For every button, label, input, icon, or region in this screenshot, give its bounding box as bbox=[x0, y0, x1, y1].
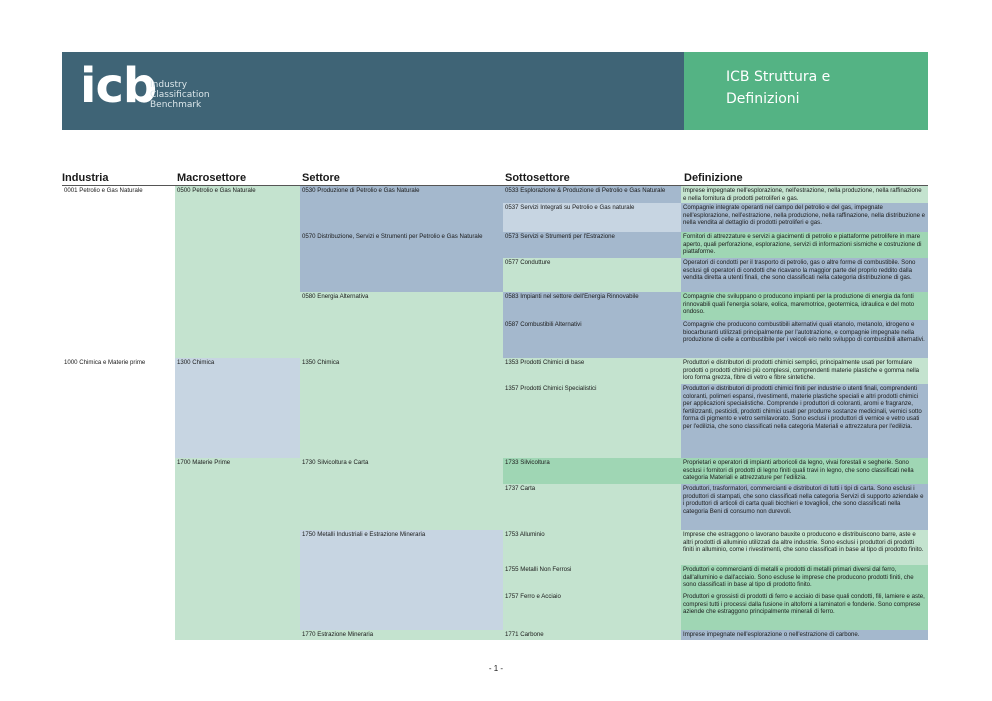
sector-cell: 0580 Energia Alternativa bbox=[300, 292, 503, 358]
macrosector-cell: 1300 Chimica bbox=[175, 358, 300, 458]
definition-cell: Proprietari e operatori di impianti arboricoli da legno, vivai forestali e segherie. Sono esclusi i fornitori di prodotti di legno finiti quali travi in legno, che sono classificati nella categoria Materiali e attrezzature per l'edilizia. bbox=[681, 458, 928, 484]
document-title-line: ICB Struttura e bbox=[726, 69, 831, 85]
icb-logo: icb bbox=[80, 58, 157, 114]
definition-cell: Produttori, trasformatori, commercianti e distributori di tutti i tipi di carta. Sono esclusi i produttori di stampati, che sono classificati nella categoria Servizi di supporto aziendale e i produttori di articoli di carta quali bicchieri e tovaglioli, che sono classificati nella categoria Beni di consumo non durevoli. bbox=[681, 484, 928, 530]
subsector-cell: 1737 Carta bbox=[503, 484, 681, 530]
definition-cell: Operatori di condotti per il trasporto di petrolio, gas o altre forme di combustibile. Sono esclusi gli operatori di condotti che ricavano la maggior parte del proprio reddito dalla vendita diretta a utenti finali, che sono classificati nella categoria distribuzione di gas. bbox=[681, 258, 928, 292]
subsector-cell: 0583 Impianti nel settore dell'Energia Rinnovabile bbox=[503, 292, 681, 320]
definition-cell: Imprese che estraggono o lavorano bauxite o producono e distribuiscono barre, aste e altri prodotti di alluminio utilizzati da altre industrie. Sono esclusi i produttori di prodotti finiti in alluminio, come i rivestimenti, che sono classificati in base al tipo di prodotto finito. bbox=[681, 530, 928, 565]
document-title bbox=[726, 66, 830, 110]
definition-cell: Produttori e distributori di prodotti chimici finiti per industrie o utenti finali, comprendenti coloranti, polimeri espansi, rivestimenti, materie plastiche speciali e altri prodotti chimici per applicazioni specialistiche. Comprende i produttori di coloranti, aromi e fragranze, fertilizzanti, pesticidi, prodotti chimici usati per produrre sostanze medicinali, vernici sotto forma di pigmento e vetro semilavorato. Sono esclusi i produttori di vernice e vetro usati per l'edilizia, che sono classificati nella categoria Materiali e attrezzatura per l'edilizia. bbox=[681, 384, 928, 458]
banner-title-panel bbox=[684, 52, 928, 130]
subsector-cell: 0533 Esplorazione & Produzione di Petrolio e Gas Naturale bbox=[503, 186, 681, 203]
definition-cell: Compagnie che producono combustibili alternativi quali etanolo, metanolo, idrogeno e biocarburanti utilizzati principalmente per l'autotrazione, e compagnie impegnate nella produzione di celle a combustibile per i veicoli e/o nello sviluppo di combustibili alternativi. bbox=[681, 320, 928, 358]
definition-cell: Compagnie integrate operanti nel campo del petrolio e del gas, impegnate nell'esplorazione, nell'estrazione, nella produzione, nella raffinazione, nella distribuzione e nella vendita al dettaglio di prodotti petroliferi e gas. bbox=[681, 203, 928, 232]
logo-sub-line: Classification bbox=[150, 90, 210, 100]
document-title-line: Definizioni bbox=[726, 91, 800, 107]
subsector-cell: 1753 Alluminio bbox=[503, 530, 681, 565]
macrosector-cell: 0500 Petrolio e Gas Naturale bbox=[175, 186, 300, 358]
subsector-cell: 1733 Silvicoltura bbox=[503, 458, 681, 484]
subsector-cell: 1357 Prodotti Chimici Specialistici bbox=[503, 384, 681, 458]
definition-cell: Produttori e grossisti di prodotti di ferro e acciaio di base quali condotti, fili, lamiere e aste, compresi tutti i processi dalla fusione in altoforni a laminatori e fonderie. Sono comprese aziende che estraggono principalmente minerali di ferro. bbox=[681, 592, 928, 630]
banner-logo-panel bbox=[62, 52, 684, 130]
header-definizione: Definizione bbox=[684, 172, 743, 184]
subsector-cell: 0573 Servizi e Strumenti per l'Estrazione bbox=[503, 232, 681, 258]
sector-cell: 0570 Distribuzione, Servizi e Strumenti per Petrolio e Gas Naturale bbox=[300, 232, 503, 292]
definition-cell: Imprese impegnate nell'esplorazione, nell'estrazione, nella produzione, nella raffinazione e nella fornitura di prodotti petroliferi e gas. bbox=[681, 186, 928, 203]
industry-cell: 0001 Petrolio e Gas Naturale bbox=[64, 187, 143, 194]
definition-cell: Fornitori di attrezzature e servizi a giacimenti di petrolio e piattaforme petrolifere in mare aperto, quali perforazione, esplorazione, servizi di informazioni sismiche e costruzione di piattaforme. bbox=[681, 232, 928, 258]
subsector-cell: 1353 Prodotti Chimici di base bbox=[503, 358, 681, 384]
icb-logo-subtitle bbox=[150, 80, 210, 110]
definition-cell: Imprese impegnate nell'esplorazione o nell'estrazione di carbone. bbox=[681, 630, 928, 640]
header-sottosettore: Sottosettore bbox=[505, 172, 570, 184]
logo-sub-line: Benchmark bbox=[150, 100, 202, 110]
macrosector-cell: 1700 Materie Prime bbox=[175, 458, 300, 640]
sector-cell: 1770 Estrazione Mineraria bbox=[300, 630, 503, 640]
subsector-cell: 0577 Condutture bbox=[503, 258, 681, 292]
subsector-cell: 1771 Carbone bbox=[503, 630, 681, 640]
subsector-cell: 1757 Ferro e Acciaio bbox=[503, 592, 681, 630]
sector-cell: 1750 Metalli Industriali e Estrazione Mineraria bbox=[300, 530, 503, 630]
header-macrosettore: Macrosettore bbox=[177, 172, 247, 184]
page-number: - 1 - bbox=[488, 664, 504, 673]
header-industria: Industria bbox=[62, 172, 109, 184]
subsector-cell: 0537 Servizi Integrati su Petrolio e Gas naturale bbox=[503, 203, 681, 232]
industry-cell: 1000 Chimica e Materie prime bbox=[64, 359, 146, 366]
definition-cell: Produttori e commercianti di metalli e prodotti di metalli primari diversi dal ferro, dall'alluminio e dall'acciaio. Sono escluse le imprese che producono prodotti finiti, che sono classificati in base al tipo di prodotto finito. bbox=[681, 565, 928, 592]
definition-cell: Compagnie che sviluppano o producono impianti per la produzione di energia da fonti rinnovabili quali l'energia solare, eolica, maremotrice, geotermica, idraulica e del moto ondoso. bbox=[681, 292, 928, 320]
logo-sub-line: Industry bbox=[150, 80, 188, 90]
definition-cell: Produttori e distributori di prodotti chimici semplici, principalmente usati per formulare prodotti o prodotti chimici più complessi, comprendenti materie plastiche e gomma nella loro forma grezza, fibre di vetro e fibre sintetiche. bbox=[681, 358, 928, 384]
subsector-cell: 0587 Combustibili Alternativi bbox=[503, 320, 681, 358]
header-settore: Settore bbox=[302, 172, 340, 184]
sector-cell: 0530 Produzione di Petrolio e Gas Naturale bbox=[300, 186, 503, 232]
subsector-cell: 1755 Metalli Non Ferrosi bbox=[503, 565, 681, 592]
sector-cell: 1730 Silvicoltura e Carta bbox=[300, 458, 503, 530]
sector-cell: 1350 Chimica bbox=[300, 358, 503, 458]
